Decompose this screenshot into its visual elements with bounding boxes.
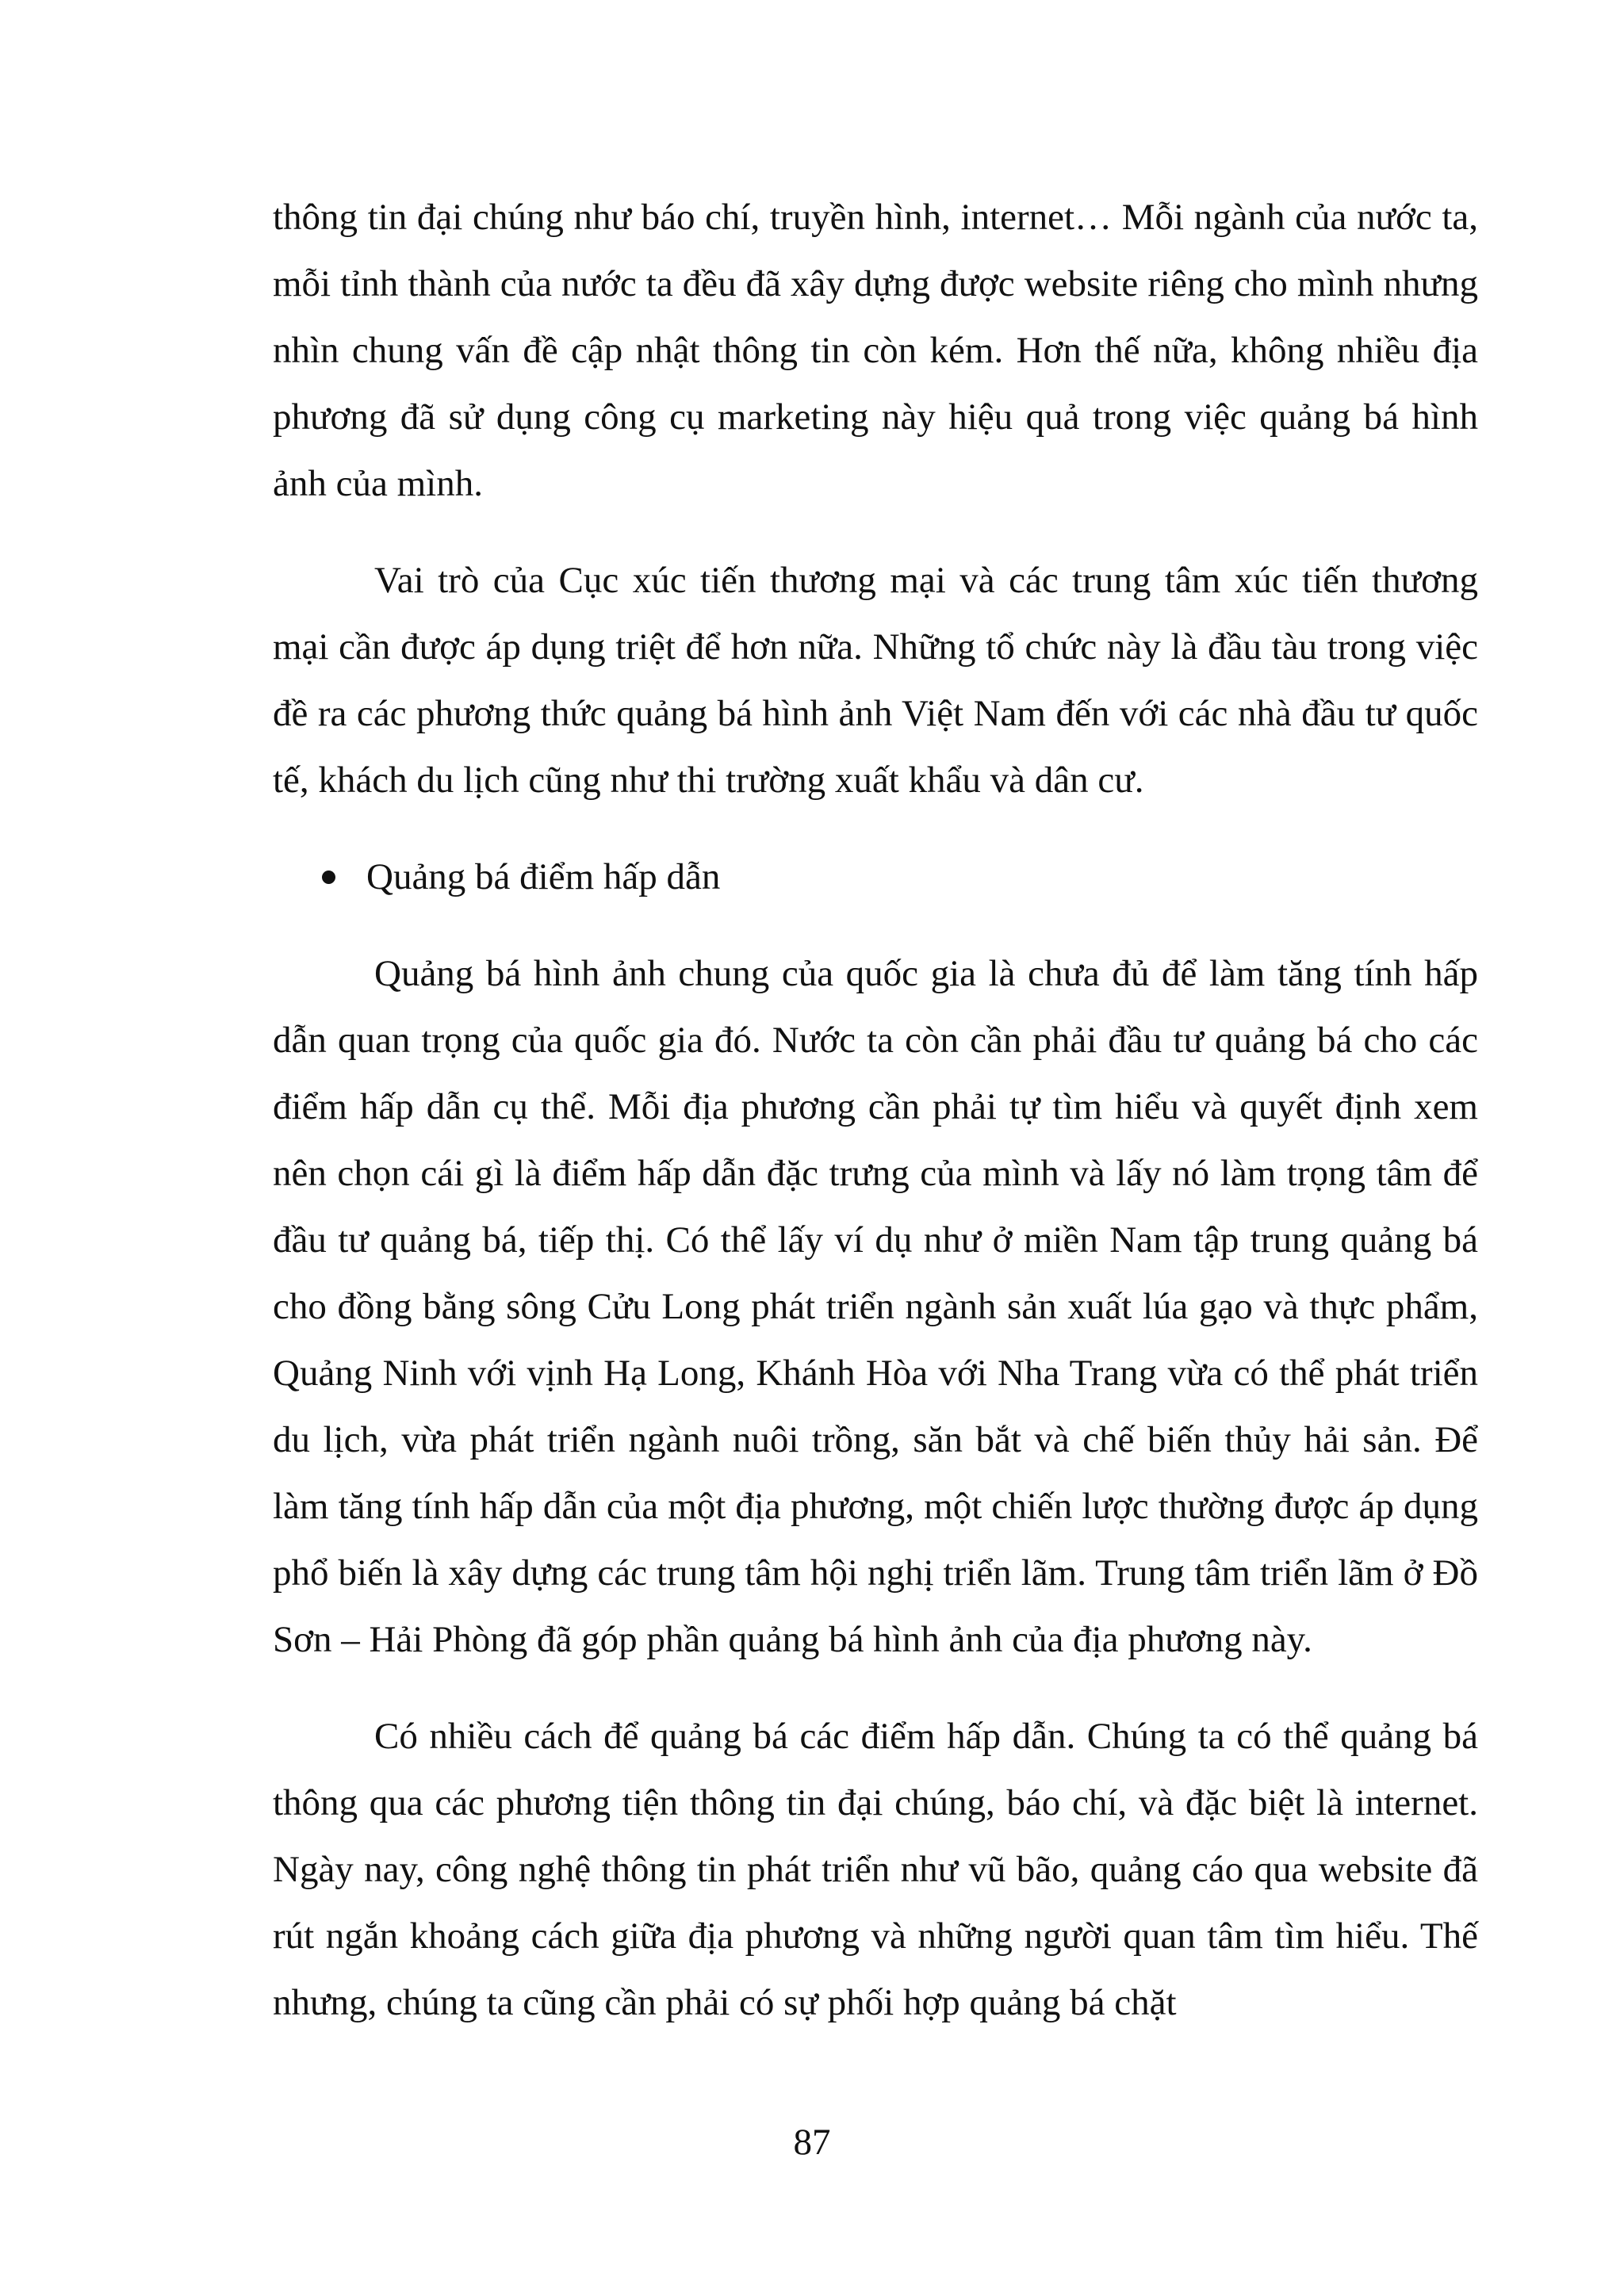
bullet-item [273, 844, 1478, 910]
paragraph-continuation: thông tin đại chúng như báo chí, truyền hình, internet… Mỗi ngành của nước ta, mỗi tỉnh thành của nước ta đều đã xây dựng được website riêng cho mình nhưng nhìn chung vấn đề cập nhật thông tin còn kém. Hơn thế nữa, không nhiều địa phương đã sử dụng công cụ marketing này hiệu quả trong việc quảng bá hình ảnh của mình. [273, 197, 1478, 504]
bullet-icon [322, 871, 335, 884]
paragraph-promotion-methods: Có nhiều cách để quảng bá các điểm hấp dẫn. Chúng ta có thể quảng bá thông qua các phương tiện thông tin đại chúng, báo chí, và đặc biệt là internet. Ngày nay, công nghệ thông tin phát triển như vũ bão, quảng cáo qua website đã rút ngắn khoảng cách giữa địa phương và những người quan tâm tìm hiểu. Thế nhưng, chúng ta cũng cần phải có sự phối hợp quảng bá chặt [273, 1716, 1478, 2023]
page-body [273, 184, 1478, 2036]
bullet-heading: Quảng bá điểm hấp dẫn [366, 856, 721, 897]
paragraph-trade-promotion: Vai trò của Cục xúc tiến thương mại và các trung tâm xúc tiến thương mại cần được áp dụng triệt để hơn nữa. Những tổ chức này là đầu tàu trong việc đề ra các phương thức quảng bá hình ảnh Việt Nam đến với các nhà đầu tư quốc tế, khách du lịch cũng như thi trường xuất khẩu và dân cư. [273, 560, 1478, 801]
page-number: 87 [793, 2122, 831, 2163]
paragraph-attractions: Quảng bá hình ảnh chung của quốc gia là chưa đủ để làm tăng tính hấp dẫn quan trọng của quốc gia đó. Nước ta còn cần phải đầu tư quảng bá cho các điểm hấp dẫn cụ thể. Mỗi địa phương cần phải tự tìm hiểu và quyết định xem nên chọn cái gì là điểm hấp dẫn đặc trưng của mình và lấy nó làm trọng tâm để đầu tư quảng bá, tiếp thị. Có thể lấy ví dụ như ở miền Nam tập trung quảng bá cho đồng bằng sông Cửu Long phát triển ngành sản xuất lúa gạo và thực phẩm, Quảng Ninh với vịnh Hạ Long, Khánh Hòa với Nha Trang vừa có thể phát triển du lịch, vừa phát triển ngành nuôi trồng, săn bắt và chế biến thủy hải sản. Để làm tăng tính hấp dẫn của một địa phương, một chiến lược thường được áp dụng phổ biến là xây dựng các trung tâm hội nghị triển lãm. Trung tâm triển lãm ở Đồ Sơn – Hải Phòng đã góp phần quảng bá hình ảnh của địa phương này. [273, 953, 1478, 1660]
